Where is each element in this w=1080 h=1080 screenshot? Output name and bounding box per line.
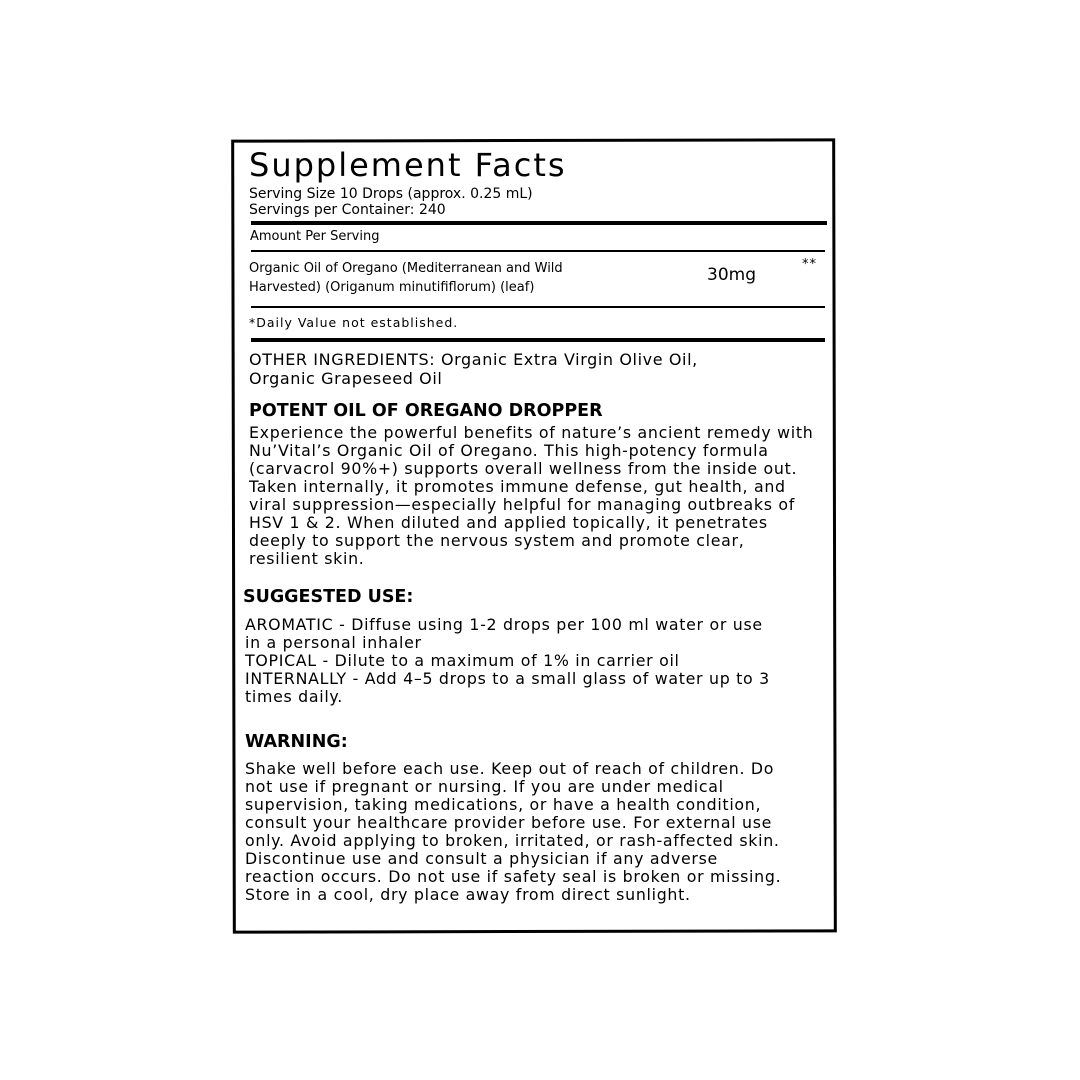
ingredient-name-line: Harvested) (Origanum minutififlorum) (leaf) <box>249 280 535 295</box>
paragraph-line: Taken internally, it promotes immune defense, gut health, and <box>249 477 786 496</box>
paragraph-line: HSV 1 & 2. When diluted and applied topically, it penetrates <box>249 513 768 532</box>
servings-per-container: Servings per Container: 240 <box>249 202 446 218</box>
paragraph-line: not use if pregnant or nursing. If you are under medical <box>245 777 724 796</box>
amount-per-serving-header: Amount Per Serving <box>250 229 380 244</box>
ingredient-name-line: Organic Oil of Oregano (Mediterranean and Wild <box>249 261 563 276</box>
warning-heading: WARNING: <box>245 732 348 752</box>
thick-divider-bottom <box>251 338 825 342</box>
thick-divider-top <box>251 221 827 225</box>
paragraph-line: resilient skin. <box>249 549 365 568</box>
paragraph-line: viral suppression—especially helpful for managing outbreaks of <box>249 495 795 514</box>
paragraph-line: INTERNALLY - Add 4–5 drops to a small glass of water up to 3 <box>245 669 770 688</box>
paragraph-line: (carvacrol 90%+) supports overall wellness from the inside out. <box>249 459 798 478</box>
ingredient-amount: 30mg <box>707 265 756 285</box>
dropper-heading: POTENT OIL OF OREGANO DROPPER <box>249 401 603 421</box>
other-ingredients <box>249 350 698 388</box>
daily-value-note: *Daily Value not established. <box>249 315 459 330</box>
suggested-use-text <box>245 616 770 706</box>
thin-divider-ingredient-top <box>251 250 825 252</box>
paragraph-line: Nu’Vital’s Organic Oil of Oregano. This high-potency formula <box>249 441 769 460</box>
label-title: Supplement Facts <box>249 146 567 184</box>
paragraph-line: AROMATIC - Diffuse using 1-2 drops per 100 ml water or use <box>245 615 763 634</box>
paragraph-line: reaction occurs. Do not use if safety seal is broken or missing. <box>245 867 782 886</box>
thin-divider-ingredient-bottom <box>251 306 825 308</box>
dropper-description <box>249 424 813 568</box>
other-ingredients-line: OTHER INGREDIENTS: Organic Extra Virgin Olive Oil, <box>249 350 698 369</box>
paragraph-line: Shake well before each use. Keep out of reach of children. Do <box>245 759 775 778</box>
warning-text <box>245 760 781 904</box>
paragraph-line: times daily. <box>245 687 343 706</box>
paragraph-line: consult your healthcare provider before use. For external use <box>245 813 773 832</box>
paragraph-line: Discontinue use and consult a physician if any adverse <box>245 849 718 868</box>
serving-size: Serving Size 10 Drops (approx. 0.25 mL) <box>249 186 533 202</box>
suggested-use-heading: SUGGESTED USE: <box>243 587 414 607</box>
paragraph-line: only. Avoid applying to broken, irritated, or rash-affected skin. <box>245 831 780 850</box>
serving-info <box>249 186 533 218</box>
paragraph-line: supervision, taking medications, or have a health condition, <box>245 795 762 814</box>
paragraph-line: TOPICAL - Dilute to a maximum of 1% in carrier oil <box>245 651 680 670</box>
paragraph-line: deeply to support the nervous system and promote clear, <box>249 531 745 550</box>
ingredient-daily-value: ** <box>802 257 817 272</box>
other-ingredients-line: Organic Grapeseed Oil <box>249 369 443 388</box>
paragraph-line: Store in a cool, dry place away from direct sunlight. <box>245 885 691 904</box>
ingredient-name <box>249 259 563 297</box>
paragraph-line: Experience the powerful benefits of nature’s ancient remedy with <box>249 423 814 442</box>
paragraph-line: in a personal inhaler <box>245 633 422 652</box>
